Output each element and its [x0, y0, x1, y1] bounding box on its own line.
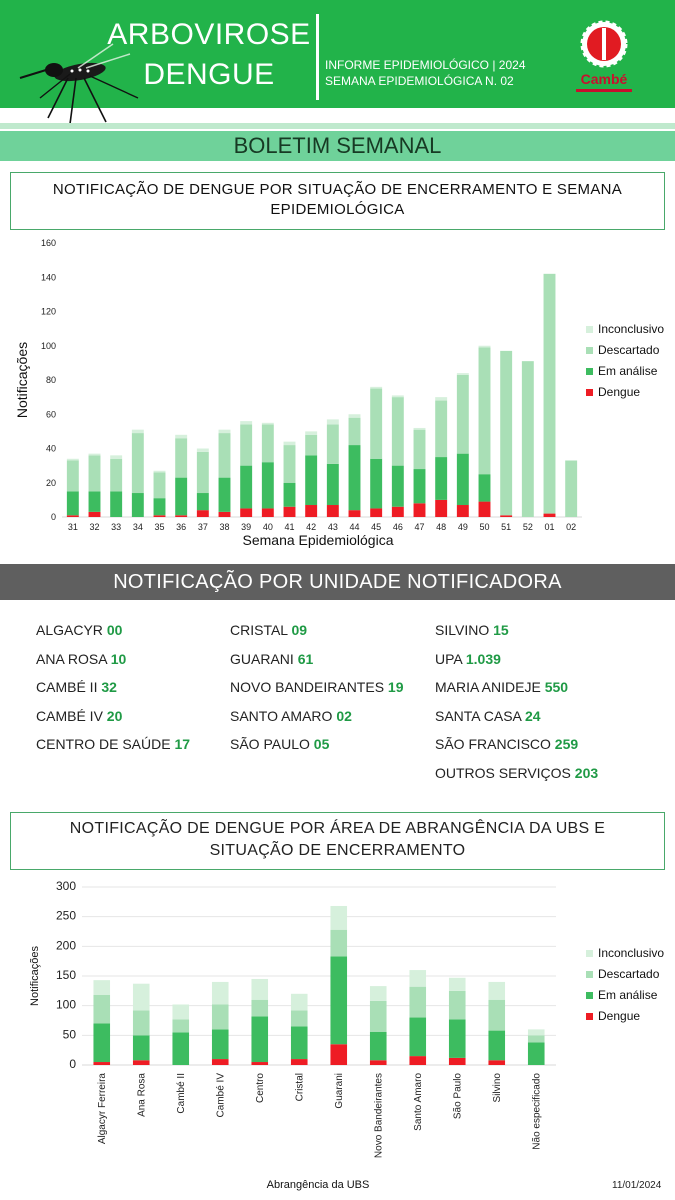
- bar-segment: [89, 454, 101, 456]
- bar-segment: [219, 430, 231, 433]
- y-tick-label: 160: [40, 238, 56, 248]
- x-tick-label: 48: [436, 522, 447, 532]
- bar-segment: [479, 502, 491, 517]
- bar-segment: [479, 346, 491, 348]
- bar-segment: [89, 512, 101, 517]
- x-tick-label: 02: [566, 522, 577, 532]
- bar-segment: [175, 515, 187, 517]
- unit-item: [36, 622, 122, 638]
- header-title-line2: DENGUE: [143, 58, 275, 91]
- legend-swatch: [586, 368, 593, 375]
- x-tick-label: 31: [67, 522, 78, 532]
- unit-name: SILVINO: [435, 622, 494, 638]
- bar-segment: [172, 1019, 189, 1032]
- bar-segment: [479, 474, 491, 501]
- unit-item: [435, 622, 509, 638]
- legend-swatch: [586, 950, 593, 957]
- bar-segment: [327, 419, 339, 424]
- bar-segment: [449, 978, 466, 991]
- bar-segment: [240, 466, 252, 509]
- bar-segment: [154, 515, 166, 517]
- bar-segment: [544, 274, 556, 514]
- bar-segment: [154, 472, 166, 498]
- x-tick-label: Silvino: [491, 1073, 503, 1103]
- unit-name: ALGACYR: [36, 622, 107, 638]
- bar-segment: [284, 483, 296, 507]
- unit-count: 203: [574, 764, 599, 781]
- x-tick-label: Algacyr Ferreira: [96, 1073, 108, 1145]
- bar-segment: [370, 1001, 387, 1032]
- unit-count: 32: [101, 679, 117, 695]
- bar-segment: [67, 460, 79, 491]
- bar-segment: [262, 425, 274, 463]
- bar-segment: [370, 1060, 387, 1065]
- bar-segment: [89, 455, 101, 491]
- legend-label: Descartado: [598, 343, 660, 357]
- bar-segment: [133, 1060, 150, 1065]
- bar-segment: [370, 387, 382, 389]
- x-tick-label: Ana Rosa: [136, 1073, 148, 1117]
- header-info-line2: SEMANA EPIDEMIOLÓGICA N. 02: [325, 74, 514, 88]
- y-tick-label: 0: [50, 512, 56, 522]
- bar-segment: [251, 979, 268, 1000]
- x-tick-label: 33: [111, 522, 122, 532]
- unit-item: [435, 651, 501, 667]
- unit-count: 05: [313, 736, 330, 752]
- bar-segment: [392, 466, 404, 507]
- bar-segment: [449, 1019, 466, 1058]
- bar-segment: [251, 1000, 268, 1017]
- bar-segment: [435, 457, 447, 500]
- x-tick-label: 45: [371, 522, 382, 532]
- bar-segment: [435, 397, 447, 400]
- bar-segment: [240, 508, 252, 517]
- bar-segment: [197, 510, 209, 517]
- bar-segment: [544, 514, 556, 517]
- bar-segment: [284, 445, 296, 483]
- bar-segment: [370, 986, 387, 1001]
- unit-count: 1.039: [465, 650, 501, 667]
- y-tick-label: 300: [55, 879, 76, 893]
- x-tick-label: Cristal: [294, 1073, 306, 1102]
- unit-item: [435, 679, 568, 695]
- bar-segment: [414, 469, 426, 503]
- bar-segment: [330, 906, 347, 930]
- x-tick-label: 39: [241, 522, 252, 532]
- y-tick-label: 50: [62, 1027, 76, 1042]
- bar-segment: [330, 930, 347, 957]
- ubs-area-notifications-chart: [0, 876, 675, 1194]
- unit-name: CAMBÉ II: [36, 679, 102, 695]
- unit-count: 259: [554, 736, 579, 752]
- bar-segment: [154, 498, 166, 515]
- y-tick-label: 150: [55, 968, 76, 982]
- bar-segment: [488, 1060, 505, 1065]
- bar-segment: [197, 449, 209, 452]
- bar-segment: [449, 991, 466, 1019]
- legend-swatch: [586, 1013, 593, 1020]
- bar-segment: [132, 433, 144, 493]
- unit-item: [435, 765, 598, 781]
- unit-count: 00: [106, 622, 123, 638]
- bar-segment: [449, 1058, 466, 1065]
- y-tick-label: 140: [40, 272, 56, 283]
- x-tick-label: Santo Amaro: [412, 1073, 424, 1131]
- bar-segment: [262, 508, 274, 517]
- bar-segment: [93, 1023, 110, 1062]
- x-tick-label: 49: [457, 522, 468, 532]
- x-tick-label: 36: [176, 522, 187, 532]
- unit-item: [36, 679, 117, 695]
- unit-item: [36, 736, 190, 752]
- legend-swatch: [586, 992, 593, 999]
- bar-segment: [392, 397, 404, 466]
- y-tick-label: 200: [55, 938, 76, 953]
- bar-segment: [212, 1004, 229, 1029]
- bar-segment: [435, 500, 447, 517]
- section1-title-line2: EPIDEMIOLÓGICA: [270, 201, 405, 218]
- section1-title-line1: NOTIFICAÇÃO DE DENGUE POR SITUAÇÃO DE ENCERRAMENTO E SEMANA: [52, 181, 623, 198]
- bar-segment: [154, 471, 166, 473]
- bar-segment: [89, 491, 101, 512]
- bar-segment: [414, 430, 426, 469]
- bar-segment: [197, 493, 209, 510]
- bar-segment: [172, 1032, 189, 1065]
- x-tick-label: 43: [327, 522, 338, 532]
- x-tick-label: Centro: [254, 1073, 266, 1104]
- bar-segment: [457, 375, 469, 454]
- x-tick-label: 32: [89, 522, 100, 532]
- unit-name: SANTO AMARO: [230, 707, 337, 724]
- bar-segment: [370, 389, 382, 459]
- bar-segment: [262, 423, 274, 425]
- legend-label: Dengue: [598, 1009, 641, 1023]
- legend-swatch: [586, 971, 593, 978]
- unit-count: 09: [291, 622, 308, 638]
- bar-segment: [349, 418, 361, 445]
- x-axis-title: Semana Epidemiológica: [242, 532, 394, 548]
- bar-segment: [305, 435, 317, 456]
- bar-segment: [251, 1016, 268, 1062]
- x-tick-label: 40: [262, 522, 273, 532]
- bar-segment: [212, 982, 229, 1005]
- unit-name: GUARANI: [230, 650, 298, 667]
- bar-segment: [349, 510, 361, 517]
- y-tick-label: 250: [55, 908, 76, 923]
- y-axis-title: Notificações: [14, 341, 30, 419]
- x-tick-label: 47: [414, 522, 425, 532]
- bar-segment: [284, 442, 296, 445]
- section3-title-line1: NOTIFICAÇÃO DE DENGUE POR ÁREA DE ABRANGÊNCIA DA UBS E: [69, 820, 606, 837]
- bar-segment: [457, 373, 469, 375]
- bar-segment: [133, 984, 150, 1011]
- y-tick-label: 100: [40, 340, 56, 351]
- y-tick-label: 0: [69, 1057, 76, 1071]
- logo-text: Cambé: [580, 71, 628, 87]
- x-tick-label: 38: [219, 522, 230, 532]
- x-tick-label: 50: [479, 522, 490, 532]
- x-tick-label: 44: [349, 522, 360, 532]
- bar-segment: [528, 1029, 545, 1035]
- y-tick-label: 80: [45, 375, 56, 385]
- bar-segment: [327, 425, 339, 464]
- banner-stripe: [0, 123, 675, 129]
- x-tick-label: Cambé II: [175, 1073, 187, 1114]
- bar-segment: [133, 1010, 150, 1035]
- legend-label: Inconclusivo: [598, 322, 665, 336]
- unit-name: UPA: [435, 650, 466, 667]
- legend-label: Inconclusivo: [598, 946, 665, 960]
- bar-segment: [219, 512, 231, 517]
- unit-name: ANA ROSA: [36, 650, 111, 667]
- unit-name: SÃO PAULO: [230, 736, 314, 752]
- bar-segment: [349, 414, 361, 417]
- unit-name: CAMBÉ IV: [36, 707, 107, 724]
- x-tick-label: 37: [197, 522, 208, 532]
- bar-segment: [175, 438, 187, 477]
- bar-segment: [219, 478, 231, 512]
- x-tick-label: Novo Bandeirantes: [373, 1073, 385, 1159]
- bar-segment: [132, 430, 144, 433]
- unit-name: MARIA ANIDEJE: [435, 679, 545, 695]
- x-tick-label: 35: [154, 522, 165, 532]
- x-tick-label: 52: [522, 522, 533, 532]
- legend-swatch: [586, 389, 593, 396]
- bar-segment: [370, 508, 382, 517]
- bar-segment: [330, 956, 347, 1044]
- x-tick-label: 51: [501, 522, 512, 532]
- bar-segment: [172, 1004, 189, 1019]
- y-tick-label: 100: [55, 997, 76, 1012]
- bar-segment: [565, 460, 577, 517]
- bar-segment: [409, 987, 426, 1018]
- bar-segment: [488, 1000, 505, 1031]
- bar-segment: [67, 515, 79, 517]
- header-title-line1: ARBOVIROSE: [107, 18, 311, 51]
- bar-segment: [500, 351, 512, 515]
- bar-segment: [305, 505, 317, 517]
- bar-segment: [67, 459, 79, 461]
- cambe-logo: [568, 10, 640, 100]
- bar-segment: [132, 493, 144, 517]
- header-info-line1: INFORME EPIDEMIOLÓGICO | 2024: [325, 58, 526, 72]
- bar-segment: [479, 347, 491, 474]
- bar-segment: [133, 1035, 150, 1060]
- bar-segment: [409, 1018, 426, 1057]
- bar-segment: [409, 970, 426, 987]
- unit-count: 20: [106, 707, 123, 724]
- unit-item: [230, 651, 313, 667]
- bar-segment: [528, 1035, 545, 1042]
- bar-segment: [414, 503, 426, 517]
- unit-item: [230, 708, 352, 724]
- x-tick-label: 41: [284, 522, 295, 532]
- section1-title-box: [10, 172, 665, 230]
- unit-count: 61: [297, 650, 314, 667]
- bar-segment: [305, 431, 317, 434]
- bar-segment: [327, 505, 339, 517]
- x-tick-label: São Paulo: [452, 1073, 464, 1120]
- unit-item: [36, 651, 126, 667]
- bar-segment: [291, 994, 308, 1011]
- bar-segment: [110, 459, 122, 492]
- bar-segment: [197, 452, 209, 493]
- unit-item: [435, 736, 578, 752]
- x-tick-label: Não especificado: [531, 1073, 543, 1150]
- y-tick-label: 20: [45, 477, 56, 488]
- unit-count: 19: [387, 679, 404, 695]
- bar-segment: [262, 462, 274, 508]
- bar-segment: [251, 1062, 268, 1065]
- x-tick-label: 42: [306, 522, 317, 532]
- bar-segment: [284, 507, 296, 517]
- legend-swatch: [586, 347, 593, 354]
- x-tick-label: 46: [392, 522, 403, 532]
- bar-segment: [175, 478, 187, 516]
- bar-segment: [457, 454, 469, 505]
- weekly-notifications-chart: [0, 234, 675, 556]
- unit-name: CENTRO DE SAÚDE: [36, 736, 175, 752]
- bar-segment: [219, 433, 231, 478]
- x-tick-label: Cambé IV: [215, 1073, 227, 1118]
- unit-name: CRISTAL: [230, 622, 292, 638]
- bar-segment: [500, 515, 512, 517]
- unit-count: 24: [525, 707, 541, 724]
- bar-segment: [349, 445, 361, 510]
- unit-count: 550: [544, 679, 569, 695]
- unit-name: OUTROS SERVIÇOS: [435, 764, 575, 781]
- header-divider: [316, 14, 319, 100]
- x-tick-label: 01: [544, 522, 555, 532]
- bar-segment: [488, 982, 505, 1000]
- banner-title: BOLETIM SEMANAL: [233, 133, 442, 158]
- unit-count: 10: [110, 650, 127, 667]
- bar-segment: [240, 425, 252, 466]
- bar-segment: [93, 980, 110, 995]
- y-tick-label: 60: [45, 409, 56, 420]
- legend-label: Dengue: [598, 385, 641, 399]
- unit-item: [230, 736, 329, 752]
- bar-segment: [488, 1031, 505, 1061]
- bar-segment: [110, 455, 122, 458]
- bar-segment: [414, 428, 426, 430]
- legend-swatch: [586, 326, 593, 333]
- bar-segment: [370, 459, 382, 509]
- bar-segment: [291, 1059, 308, 1065]
- unit-item: [230, 622, 307, 638]
- x-tick-label: Guarani: [333, 1073, 345, 1109]
- section3-title-line2: SITUAÇÃO DE ENCERRAMENTO: [209, 842, 466, 859]
- x-axis-title: Abrangência da UBS: [266, 1179, 370, 1191]
- unit-name: SANTA CASA: [435, 707, 525, 724]
- unit-item: [36, 708, 122, 724]
- bar-segment: [327, 464, 339, 505]
- bar-segment: [110, 491, 122, 517]
- bar-segment: [212, 1059, 229, 1065]
- y-axis-title: Notificações: [29, 946, 41, 1006]
- bar-segment: [212, 1029, 229, 1059]
- section3-title-box: [10, 812, 665, 870]
- bar-segment: [305, 455, 317, 505]
- unit-item: [230, 679, 404, 695]
- y-tick-label: 120: [40, 306, 56, 317]
- report-date: 11/01/2024: [612, 1180, 662, 1191]
- unit-item: [435, 708, 541, 724]
- bar-segment: [392, 395, 404, 397]
- x-tick-label: 34: [132, 522, 143, 532]
- section2-title: NOTIFICAÇÃO POR UNIDADE NOTIFICADORA: [113, 571, 562, 593]
- bar-segment: [93, 995, 110, 1023]
- bar-segment: [522, 361, 534, 517]
- bar-segment: [370, 1032, 387, 1060]
- bar-segment: [330, 1044, 347, 1065]
- unit-name: NOVO BANDEIRANTES: [230, 679, 388, 695]
- legend-label: Em análise: [598, 364, 658, 378]
- bar-segment: [240, 421, 252, 424]
- unit-count: 02: [336, 707, 352, 724]
- bar-segment: [457, 505, 469, 517]
- bar-segment: [67, 491, 79, 515]
- bar-segment: [528, 1042, 545, 1065]
- legend-label: Descartado: [598, 967, 660, 981]
- bar-segment: [409, 1056, 426, 1065]
- y-tick-label: 40: [45, 443, 56, 454]
- bar-segment: [392, 507, 404, 517]
- unit-name: SÃO FRANCISCO: [435, 736, 555, 752]
- bar-segment: [291, 1026, 308, 1059]
- bar-segment: [435, 401, 447, 458]
- bar-segment: [291, 1010, 308, 1026]
- unit-count: 15: [493, 622, 509, 638]
- legend-label: Em análise: [598, 988, 658, 1002]
- unit-count: 17: [174, 736, 191, 752]
- bar-segment: [93, 1062, 110, 1065]
- bar-segment: [175, 435, 187, 438]
